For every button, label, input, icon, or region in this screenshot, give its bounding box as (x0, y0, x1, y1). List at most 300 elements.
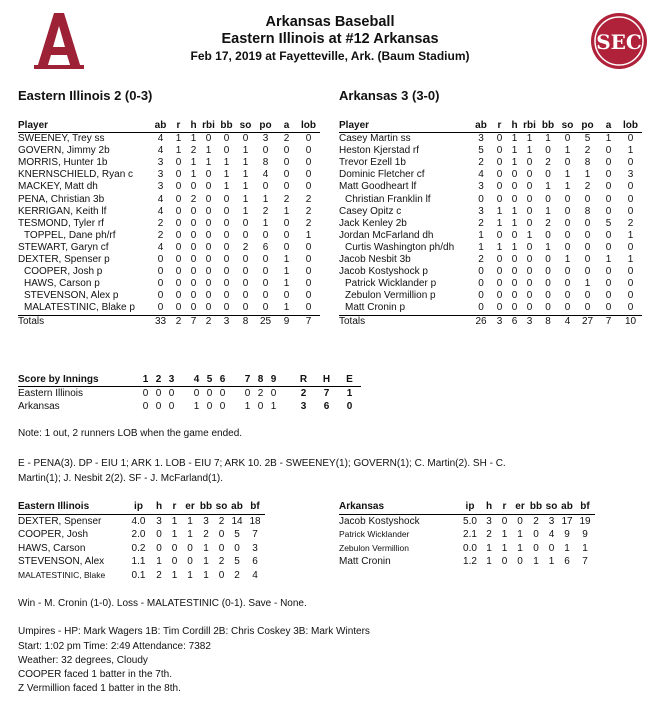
totals-cell: 9 (283, 315, 290, 327)
stat-cell: 1 (242, 181, 249, 193)
inning-runs: 0 (155, 388, 162, 399)
stat-cell: 0 (175, 157, 182, 169)
stat-cell: 0 (283, 145, 290, 157)
player-row (339, 194, 642, 206)
player-row (18, 145, 320, 157)
stat-cell: 0 (564, 157, 571, 169)
inning-column-header: H (315, 373, 338, 387)
pitching-stat: 5 (234, 556, 240, 568)
pitching-stat: 5 (234, 529, 240, 541)
stat-cell: 0 (526, 217, 533, 229)
pitching-stat: 0 (218, 529, 225, 541)
stat-cell: 0 (283, 229, 290, 241)
stat-cell: 2 (478, 217, 484, 229)
stat-cell: 0 (605, 169, 612, 181)
stat-cell: 0 (190, 205, 197, 217)
stat-cell: 0 (605, 241, 612, 253)
pitching-stat: 1 (501, 542, 508, 554)
pitching-stat: 4 (548, 529, 555, 541)
stat-cell: 1 (478, 229, 484, 241)
totals-label: Totals (339, 315, 366, 327)
pitcher-row (18, 528, 265, 542)
pitcher-name: Zebulon Vermillion (339, 542, 409, 553)
pitching-column-header: ip (459, 500, 481, 514)
totals-cell: 3 (526, 315, 533, 327)
pitching-stat: 4.0 (131, 515, 146, 527)
stat-cell: 0 (223, 290, 230, 302)
player-name: KERRIGAN, Keith lf (18, 205, 107, 217)
innings-team-name: Eastern Illinois (18, 388, 84, 399)
stat-cell: 0 (205, 241, 212, 253)
stat-cell: 4 (157, 193, 164, 205)
stat-cell: 3 (157, 181, 164, 193)
inning-runs: 0 (206, 388, 213, 399)
stat-cell: 1 (305, 229, 312, 241)
stat-cell: 0 (526, 157, 533, 169)
stat-cell: 0 (545, 266, 551, 278)
stat-cell: 0 (584, 266, 591, 278)
player-row (339, 230, 642, 242)
stat-cell: 1 (511, 205, 518, 217)
player-row (339, 181, 642, 193)
pitcher-name: Jacob Kostyshock (339, 515, 420, 527)
pitching-stat: 18 (249, 515, 261, 527)
stat-cell: 0 (627, 278, 634, 290)
stat-cell: 1 (283, 254, 290, 266)
stat-cell: 2 (190, 145, 197, 157)
rhe-cell: 0 (346, 401, 353, 412)
column-header: ab (471, 120, 491, 133)
stat-cell: 0 (619, 302, 642, 315)
inning-runs: 0 (219, 401, 226, 412)
stat-cell: 3 (262, 133, 269, 145)
totals-cell: 8 (242, 315, 249, 327)
pitching-stat: 1.1 (131, 556, 146, 568)
stat-cell: 2 (262, 205, 269, 217)
pitching-stat: 17 (561, 515, 573, 527)
totals-row (339, 315, 642, 328)
stat-cell: 0 (558, 302, 577, 315)
player-name: Trevor Ezell 1b (339, 157, 406, 169)
inning-column-header: 2 (152, 373, 165, 387)
pitching-stat: 0 (517, 556, 523, 568)
inning-runs: 0 (244, 388, 251, 399)
pitching-stat: 3 (252, 542, 258, 554)
stat-cell: 4 (157, 205, 164, 217)
player-row (18, 230, 320, 242)
inning-column-header: 5 (203, 373, 216, 387)
footer-note-cooper: COOPER faced 1 batter in the 7th. (18, 669, 172, 680)
inning-column-header: 4 (190, 373, 203, 387)
stat-cell: 0 (564, 217, 571, 229)
stat-cell: 1 (496, 217, 503, 229)
stat-cell: 0 (526, 193, 533, 205)
stat-cell: 0 (242, 254, 249, 266)
stat-cell: 0 (564, 229, 571, 241)
column-header: so (236, 120, 255, 133)
player-row (18, 194, 320, 206)
stat-cell: 2 (305, 205, 312, 217)
player-row (339, 206, 642, 218)
player-name: Heston Kjerstad rf (339, 145, 420, 157)
stat-cell: 1 (627, 145, 634, 157)
column-header: r (170, 120, 187, 133)
stat-cell: 0 (205, 254, 212, 266)
inning-column-header: E (338, 373, 361, 387)
stat-cell: 0 (605, 181, 612, 193)
totals-label: Totals (18, 315, 45, 327)
pitching-stat: 1 (187, 569, 193, 581)
stat-cell: 0 (223, 278, 230, 290)
player-name: KNERNSCHIELD, Ryan c (18, 169, 134, 181)
pitching-column-header: h (151, 500, 167, 514)
stat-cell: 0 (526, 241, 533, 253)
stat-cell: 0 (223, 229, 230, 241)
stat-cell: 0 (584, 254, 591, 266)
spacer (229, 400, 241, 413)
pitching-column-header: ip (126, 500, 151, 514)
stat-cell: 8 (262, 157, 269, 169)
stat-cell: 0 (478, 266, 484, 278)
player-row (339, 218, 642, 230)
game-summary-line-2: Martin(1); J. Nesbit 2(2). SF - J. McFarland(1). (18, 473, 224, 484)
pitcher-name: Patrick Wicklander (339, 529, 410, 540)
player-name: Jack Kenley 2b (339, 217, 407, 229)
stat-cell: 0 (205, 169, 212, 181)
stat-cell: 0 (217, 302, 236, 315)
stat-cell: 0 (564, 290, 571, 302)
stat-cell: 0 (526, 278, 533, 290)
stat-cell: 0 (305, 241, 312, 253)
player-name: Casey Opitz c (339, 205, 402, 217)
stat-cell: 0 (205, 181, 212, 193)
stat-cell: 0 (175, 181, 182, 193)
innings-row (18, 400, 361, 413)
pitching-stat: 1 (203, 542, 209, 554)
stat-cell: 1 (511, 241, 518, 253)
stat-cell: 0 (584, 290, 591, 302)
pitcher-name: Matt Cronin (339, 556, 391, 568)
player-row (339, 133, 642, 146)
stat-cell: 1 (242, 193, 249, 205)
stat-cell: 0 (305, 145, 312, 157)
stat-cell: 0 (151, 302, 170, 315)
stat-cell: 0 (190, 181, 197, 193)
pitcher-name: STEVENSON, Alex (18, 556, 105, 568)
rhe-cell: 6 (323, 401, 330, 412)
stat-cell: 4 (478, 169, 484, 181)
visitor-box-score (18, 120, 320, 328)
stat-cell: 0 (521, 302, 538, 315)
stat-cell: 0 (584, 241, 591, 253)
stat-cell: 0 (564, 266, 571, 278)
stat-cell: 0 (305, 181, 312, 193)
inning-column-header: 3 (165, 373, 178, 387)
stat-cell: 0 (305, 290, 312, 302)
stat-cell: 0 (205, 278, 212, 290)
stat-cell: 0 (605, 205, 612, 217)
stat-cell: 0 (496, 290, 503, 302)
player-row (18, 133, 320, 146)
stat-cell: 1 (511, 217, 518, 229)
pitching-stat: 1 (533, 556, 539, 568)
stat-cell: 1 (605, 133, 612, 145)
stat-cell: 0 (577, 302, 598, 315)
stat-cell: 0 (584, 217, 591, 229)
stat-cell: 0 (262, 266, 269, 278)
totals-cell: 7 (190, 315, 197, 327)
pitching-stat: 3 (548, 515, 555, 527)
stat-cell: 0 (584, 229, 591, 241)
rhe-cell: 1 (346, 388, 353, 399)
totals-cell: 10 (624, 315, 637, 327)
pitching-stat: 1 (203, 556, 209, 568)
game-matchup: Eastern Illinois at #12 Arkansas (221, 31, 439, 47)
player-row (18, 278, 320, 290)
stat-cell: 1 (511, 157, 518, 169)
pitcher-row (18, 569, 265, 583)
stat-cell: 2 (190, 193, 197, 205)
inning-runs: 0 (206, 401, 213, 412)
totals-cell: 6 (511, 315, 518, 327)
pitching-column-header: so (544, 500, 559, 514)
stat-cell: 0 (526, 169, 533, 181)
stat-cell: 1 (526, 229, 533, 241)
column-header: rbi (200, 120, 217, 133)
stat-cell: 0 (242, 217, 249, 229)
stat-cell: 1 (242, 169, 249, 181)
stat-cell: 0 (605, 145, 612, 157)
stat-cell: 2 (157, 217, 164, 229)
stat-cell: 0 (223, 241, 230, 253)
pitching-column-header: er (512, 500, 528, 514)
stat-cell: 0 (511, 193, 518, 205)
stat-cell: 0 (526, 266, 533, 278)
player-name: Christian Franklin lf (345, 193, 431, 205)
pitching-stat: 0 (156, 542, 162, 554)
stat-cell: 0 (175, 169, 182, 181)
pitching-stat: 0 (187, 556, 193, 568)
stat-cell: 0 (242, 290, 249, 302)
stat-cell: 0 (190, 278, 197, 290)
stat-cell: 4 (157, 145, 164, 157)
stat-cell: 0 (496, 193, 503, 205)
totals-cell: 25 (259, 315, 272, 327)
stat-cell: 0 (305, 278, 312, 290)
stat-cell: 0 (255, 302, 276, 315)
footer-start-time-attendance: Start: 1:02 pm Time: 2:49 Attendance: 7382 (18, 641, 211, 652)
stat-cell: 0 (242, 278, 249, 290)
totals-cell: 7 (605, 315, 612, 327)
stat-cell: 1 (223, 181, 230, 193)
pitching-stat: 2 (533, 515, 539, 527)
pitching-stat: 2 (156, 569, 162, 581)
stat-cell: 0 (526, 254, 533, 266)
stat-cell: 0 (478, 290, 484, 302)
pitching-stat: 3 (156, 515, 162, 527)
stat-cell: 0 (157, 278, 164, 290)
stat-cell: 0 (242, 266, 249, 278)
stat-cell: 0 (190, 241, 197, 253)
column-header: bb (217, 120, 236, 133)
stat-cell: 0 (223, 266, 230, 278)
player-row (18, 254, 320, 266)
stat-cell: 0 (305, 266, 312, 278)
stat-cell: 0 (605, 193, 612, 205)
pitching-stat: 3 (203, 515, 209, 527)
totals-cell: 2 (205, 315, 212, 327)
stat-cell: 0 (526, 205, 533, 217)
score-by-innings-table (18, 373, 361, 413)
player-name: Jacob Kostyshock p (339, 266, 428, 278)
player-row (18, 242, 320, 254)
player-name: HAWS, Carson p (24, 278, 100, 290)
spacer (280, 373, 292, 387)
stat-cell: 1 (545, 133, 551, 145)
column-header: ab (151, 120, 170, 133)
stat-cell: 0 (605, 290, 612, 302)
stat-cell: 0 (627, 290, 634, 302)
visitor-pitching-table (18, 500, 265, 583)
pitching-stat: 1 (187, 529, 193, 541)
pitching-stat: 6 (252, 556, 258, 568)
stat-cell: 0 (205, 290, 212, 302)
stat-cell: 0 (627, 181, 634, 193)
column-header: po (255, 120, 276, 133)
stat-cell: 0 (471, 302, 491, 315)
player-name: COOPER, Josh p (24, 266, 103, 278)
player-row (18, 206, 320, 218)
stat-cell: 0 (564, 133, 571, 145)
player-name: Matt Cronin p (339, 302, 471, 315)
stat-cell: 1 (283, 266, 290, 278)
totals-cell: 4 (564, 315, 571, 327)
pitching-stat: 0 (234, 542, 240, 554)
stat-cell: 0 (205, 229, 212, 241)
stat-cell: 0 (262, 290, 269, 302)
stat-cell: 2 (305, 193, 312, 205)
totals-cell: 3 (223, 315, 230, 327)
stat-cell: 8 (584, 157, 591, 169)
stat-cell: 1 (511, 133, 518, 145)
stat-cell: 0 (491, 302, 508, 315)
innings-header (18, 373, 361, 387)
stat-cell: 0 (564, 205, 571, 217)
stat-cell: 2 (283, 193, 290, 205)
spacer (280, 387, 292, 401)
pitching-stat: 1 (486, 542, 492, 554)
stat-cell: 0 (511, 181, 518, 193)
column-header: Player (18, 120, 151, 133)
stat-cell: 6 (262, 241, 269, 253)
player-name: Jacob Nesbit 3b (339, 254, 411, 266)
stat-cell: 0 (262, 145, 269, 157)
innings-team-name: Arkansas (18, 401, 60, 412)
pitching-column-header: ab (229, 500, 245, 514)
stat-cell: 0 (605, 157, 612, 169)
stat-cell: 0 (478, 278, 484, 290)
stat-cell: 1 (526, 133, 533, 145)
pitcher-row (18, 514, 265, 528)
stat-cell: 0 (526, 181, 533, 193)
stat-cell: 0 (545, 145, 551, 157)
stat-cell: 1 (545, 205, 551, 217)
stat-cell: 8 (584, 205, 591, 217)
player-name: Zebulon Vermillion p (345, 290, 436, 302)
pitcher-name: DEXTER, Spenser (18, 515, 102, 527)
stat-cell: 0 (496, 266, 503, 278)
stat-cell: 2 (584, 145, 591, 157)
player-row (339, 169, 642, 181)
pitching-stat: 0 (501, 556, 508, 568)
inning-column-header: 7 (241, 373, 254, 387)
column-header: a (598, 120, 619, 133)
stat-cell: 0 (511, 266, 518, 278)
stat-cell: 2 (242, 241, 249, 253)
stat-cell: 0 (262, 181, 269, 193)
stat-cell: 0 (283, 181, 290, 193)
stat-cell: 0 (190, 254, 197, 266)
stat-cell: 1 (242, 205, 249, 217)
pitching-stat: 0 (548, 542, 555, 554)
pitching-stat: 3 (486, 515, 492, 527)
stat-cell: 2 (478, 157, 484, 169)
column-header: r (491, 120, 508, 133)
stat-cell: 0 (242, 229, 249, 241)
pitching-stat: 2 (218, 556, 225, 568)
home-box-header (339, 120, 642, 133)
stat-cell: 0 (545, 229, 551, 241)
stat-cell: 0 (627, 205, 634, 217)
stat-cell: 1 (511, 145, 518, 157)
stat-cell: 0 (223, 193, 230, 205)
pitching-stat: 0 (171, 556, 178, 568)
inning-runs: 0 (257, 401, 264, 412)
pitching-stat: 9 (582, 529, 588, 541)
pitching-stat: 19 (579, 515, 591, 527)
pitching-stat: 0.2 (131, 542, 146, 554)
page-title: Arkansas Baseball (265, 14, 395, 30)
player-name: Dominic Fletcher cf (339, 169, 425, 181)
pitching-column-header: r (167, 500, 182, 514)
stat-cell: 0 (223, 217, 230, 229)
inning-runs: 0 (155, 401, 162, 412)
pitching-stat: 1 (517, 529, 523, 541)
player-name: MACKEY, Matt dh (18, 181, 98, 193)
stat-cell: 3 (157, 169, 164, 181)
stat-cell: 0 (496, 157, 503, 169)
stat-cell: 0 (511, 229, 518, 241)
stat-cell: 0 (496, 254, 503, 266)
stat-cell: 1 (605, 254, 612, 266)
spacer (280, 400, 292, 413)
stat-cell: 1 (190, 157, 197, 169)
pitching-stat: 1 (203, 569, 209, 581)
stat-cell: 2 (545, 217, 551, 229)
pitching-stat: 1 (548, 556, 555, 568)
stat-cell: 0 (564, 241, 571, 253)
stat-cell: 1 (564, 254, 571, 266)
game-summary-line-1: E - PENA(3). DP - EIU 1; ARK 1. LOB - EIU 7; ARK 10. 2B - SWEENEY(1); GOVERN(1); C. Martin(2). SH - C. (18, 458, 506, 469)
stat-cell: 0 (305, 133, 312, 145)
stat-cell: 1 (262, 193, 269, 205)
stat-cell: 0 (205, 205, 212, 217)
player-name: MORRIS, Hunter 1b (18, 157, 108, 169)
pitching-stat: 5.0 (463, 515, 477, 527)
stat-cell: 0 (283, 217, 290, 229)
player-name: Curtis Washington ph/dh (345, 241, 455, 253)
pitching-team-heading: Arkansas (339, 500, 459, 514)
